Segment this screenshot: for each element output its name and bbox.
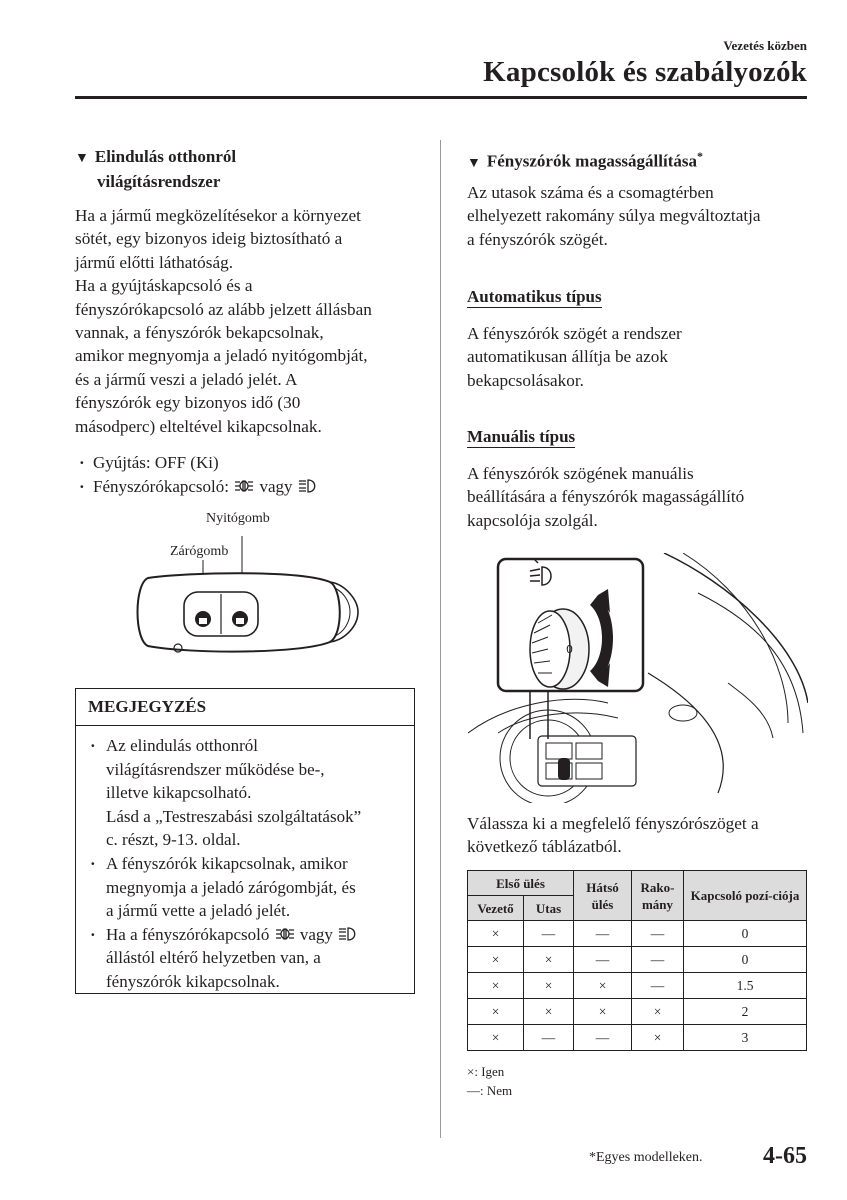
text-line [106, 923, 404, 947]
table-cell: × [574, 973, 632, 999]
text-line: a fényszórók szögét. [467, 229, 608, 249]
leveling-table [467, 870, 807, 1051]
text-line: automatikusan állítja be azok [467, 347, 668, 367]
text-line: bekapcsolásakor. [467, 370, 584, 390]
header-passenger: Utas [524, 896, 574, 921]
triangle-icon: ▼ [467, 155, 481, 171]
bullet-text: Fényszórókapcsoló: [93, 477, 229, 496]
table-row [468, 973, 807, 999]
text-line: Ha a jármű megközelítésekor a környezet [75, 206, 361, 225]
text-line: kapcsolója szolgál. [467, 510, 598, 530]
leveling-switch-figure [468, 553, 808, 803]
subheading-text: Manuális típus [467, 427, 576, 446]
parking-light-icon [274, 926, 296, 942]
text-line: a jármű vette a jeladó jelét. [106, 901, 291, 921]
bullet-dot: · [79, 477, 85, 496]
legend-no: —: Nem [467, 1083, 513, 1098]
text-line: fényszórók kikapcsolnak. [106, 971, 280, 991]
table-cell: × [468, 1025, 524, 1051]
text-line: A fényszórók kikapcsolnak, amikor [106, 853, 348, 873]
text-span: vagy [299, 924, 333, 944]
legend-yes: ×: Igen [467, 1064, 505, 1079]
label-open-button: Nyitógomb [206, 511, 270, 526]
svg-text:0: 0 [566, 643, 573, 656]
subheading-automatic [467, 287, 602, 307]
select-paragraph [467, 812, 812, 859]
text-line: jármű előtti láthatóság. [75, 252, 233, 272]
table-cell: × [468, 921, 524, 947]
title-rule [75, 96, 807, 99]
text-line: világításrendszer működése be-, [106, 759, 325, 779]
bullet-ignition [79, 451, 219, 475]
header-front-seat: Első ülés [468, 871, 574, 896]
footnote-star: * [697, 149, 703, 163]
heading-line: világításrendszer [97, 172, 221, 191]
heading-line: Elindulás otthonról [94, 147, 237, 166]
table-cell: — [574, 947, 632, 973]
text-line: fényszórók egy bizonyos idő (30 [75, 393, 301, 413]
label-lock-button: Zárógomb [170, 544, 229, 559]
text-line: illetve kikapcsolható. [106, 783, 252, 803]
automatic-paragraph [467, 322, 812, 392]
header-load: Rako-mány [632, 871, 684, 921]
table-cell: × [524, 947, 574, 973]
text-span: Ha a fényszórókapcsoló [106, 924, 270, 944]
table-cell: — [574, 921, 632, 947]
table-legend [467, 1062, 512, 1100]
table-cell: 2 [684, 999, 807, 1025]
bullet-dot: · [79, 453, 85, 472]
note-body [76, 726, 414, 994]
table-cell: — [632, 947, 684, 973]
table-cell: — [632, 973, 684, 999]
text-line: elhelyezett rakomány súlya megváltoztatja [467, 206, 761, 226]
note-item [90, 734, 404, 852]
subheading-text: Automatikus típus [467, 287, 602, 306]
parking-light-icon [233, 478, 255, 494]
table-cell: × [632, 1025, 684, 1051]
text-line: Ha a gyújtáskapcsoló és a [75, 276, 253, 296]
text-line: megnyomja a jeladó zárógombját, és [106, 877, 356, 897]
table-cell: × [524, 973, 574, 999]
header-switch-position: Kapcsoló pozí-ciója [684, 871, 807, 921]
table-cell: 3 [684, 1025, 807, 1051]
text-line: következő táblázatból. [467, 837, 622, 857]
table-row [468, 1025, 807, 1051]
table-cell: × [524, 999, 574, 1025]
text-line: vannak, a fényszórók bekapcsolnak, [75, 323, 324, 343]
text-line: Az utasok száma és a csomagtérben [467, 183, 714, 202]
bullet-headlight-switch [79, 475, 319, 499]
bullet-dot: · [90, 924, 96, 944]
table-row [468, 947, 807, 973]
section-label: Vezetés közben [723, 38, 807, 53]
table-cell: — [632, 921, 684, 947]
triangle-icon: ▼ [75, 151, 89, 166]
table-cell: × [468, 999, 524, 1025]
text-line: fényszórókapcsoló az alább jelzett állásban [75, 299, 372, 319]
table-row [468, 921, 807, 947]
note-item [90, 852, 404, 923]
table-cell: 0 [684, 921, 807, 947]
text-line: állástól eltérő helyzetben van, a [106, 948, 321, 968]
table-row [468, 999, 807, 1025]
note-title: MEGJEGYZÉS [76, 689, 414, 726]
text-line: A fényszórók szögét a rendszer [467, 324, 682, 343]
text-line: A fényszórók szögének manuális [467, 464, 694, 483]
header-rear-seat: Hátsó ülés [574, 871, 632, 921]
text-line: beállítására a fényszórók magasságállító [467, 487, 745, 507]
note-item [90, 923, 404, 994]
page-title: Kapcsolók és szabályozók [483, 56, 807, 88]
section-heading-leveling [467, 145, 703, 175]
text-line: sötét, egy bizonyos ideig biztosítható a [75, 229, 343, 249]
text-line: Lásd a „Testreszabási szolgáltatások” [106, 806, 362, 826]
headlight-icon [297, 478, 319, 494]
text-line: amikor megnyomja a jeladó nyitógombját, [75, 346, 368, 366]
leveling-intro [467, 181, 812, 251]
table-cell: × [574, 999, 632, 1025]
table-cell: 0 [684, 947, 807, 973]
page-number: 4-65 [763, 1143, 807, 1169]
bullet-text: vagy [259, 477, 293, 496]
table-cell: — [574, 1025, 632, 1051]
table-cell: × [632, 999, 684, 1025]
table-cell: 1.5 [684, 973, 807, 999]
footnote: *Egyes modelleken. [589, 1150, 703, 1165]
table-cell: × [468, 947, 524, 973]
note-box [75, 688, 415, 994]
section-heading-home-lighting [75, 145, 236, 193]
text-line: és a jármű veszi a jeladó jelét. A [75, 369, 298, 389]
header-driver: Vezető [468, 896, 524, 921]
manual-paragraph [467, 462, 812, 532]
text-line: másodperc) elteltével kikapcsolnak. [75, 416, 322, 436]
table-cell: — [524, 1025, 574, 1051]
headlight-icon [337, 926, 359, 942]
text-line: Az elindulás otthonról [106, 736, 259, 755]
text-line: Válassza ki a megfelelő fényszórószöget a [467, 814, 759, 833]
subheading-manual [467, 427, 575, 447]
column-divider [440, 140, 441, 1138]
key-fob-figure [130, 530, 360, 670]
text-line: c. részt, 9-13. oldal. [106, 830, 241, 850]
bullet-dot: · [90, 736, 96, 755]
intro-paragraph [75, 204, 420, 438]
heading-text: Fényszórók magasságállítása [486, 151, 697, 171]
table-cell: — [524, 921, 574, 947]
bullet-text: Gyújtás: OFF (Ki) [93, 453, 219, 472]
bullet-dot: · [90, 853, 96, 873]
table-cell: × [468, 973, 524, 999]
